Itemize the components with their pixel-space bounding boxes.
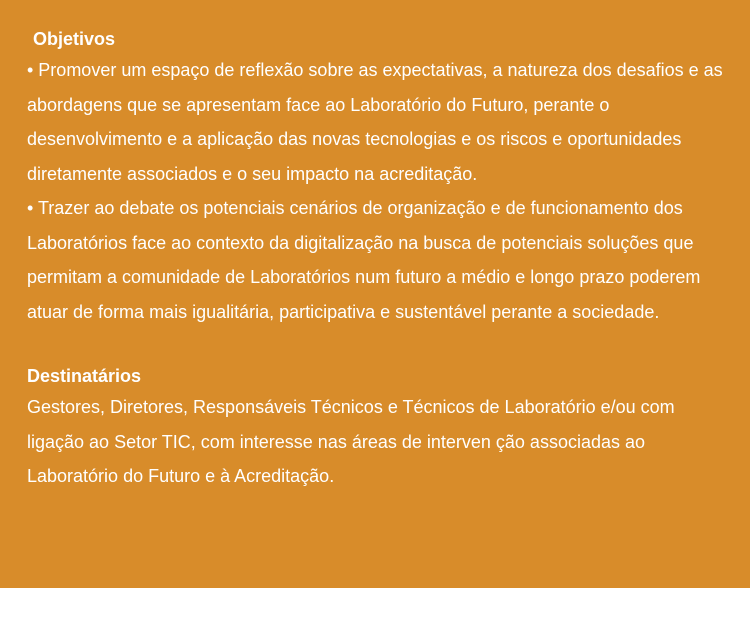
destinatarios-heading: Destinatários xyxy=(27,366,142,386)
bottom-whitespace xyxy=(0,588,750,617)
objetivos-heading: Objetivos xyxy=(33,29,116,49)
destinatarios-text: Gestores, Diretores, Responsáveis Técnicos e Técnicos de Laboratório e/ou com ligação ao Setor TIC, com interesse nas áreas de interven ção associadas ao Laboratório do Futuro e à Acreditação. xyxy=(27,397,675,486)
section-spacer xyxy=(27,329,730,362)
objetivos-bullet-1: • Promover um espaço de reflexão sobre as expectativas, a natureza dos desafios e as abordagens que se apresentam face ao Laboratório do Futuro, perante o desenvolvimento e a aplicação das novas tecnologias e os riscos e oportunidades diretamente associados e o seu impacto na acreditação. xyxy=(27,60,723,184)
objetivos-bullet-2: • Trazer ao debate os potenciais cenários de organização e de funcionamento dos Laboratórios face ao contexto da digitalização na busca de potenciais soluções que permitam a comunidade de Laboratórios num futuro a médio e longo prazo poderem atuar de forma mais igualitária, participativa e sustentável perante a sociedade. xyxy=(27,198,701,322)
